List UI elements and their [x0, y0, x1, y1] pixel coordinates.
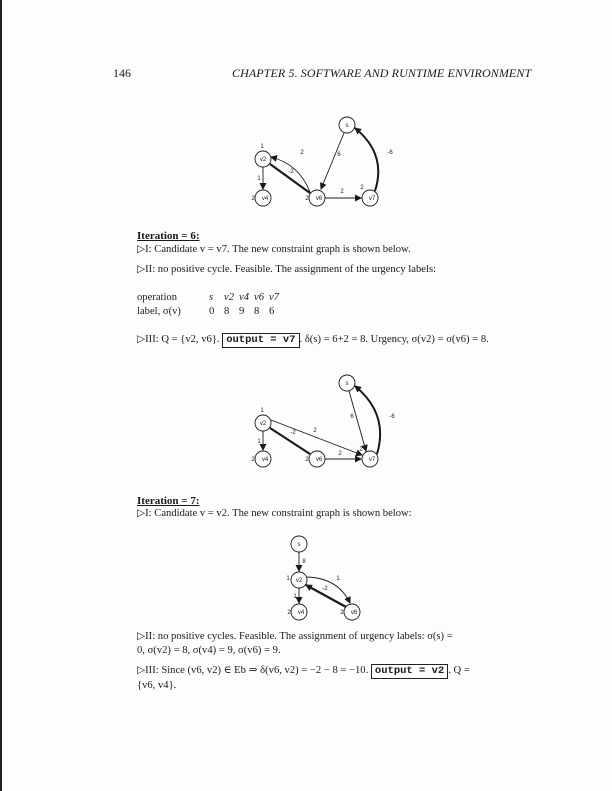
- table-row: [137, 291, 284, 305]
- running-head: CHAPTER 5. SOFTWARE AND RUNTIME ENVIRONMENT: [232, 66, 532, 80]
- node-s-label: s: [345, 381, 349, 387]
- table-cell: 9: [239, 306, 245, 317]
- node-v2-label: v2: [259, 421, 267, 427]
- edge-label: 2: [359, 447, 363, 453]
- edge-s-v7: [349, 391, 366, 451]
- edge-label: -2: [288, 169, 294, 175]
- step3-prefix: ▷III: Q = {v2, v6}.: [137, 334, 220, 345]
- table-cell: v6: [254, 292, 264, 303]
- edge-label: 2: [305, 196, 309, 202]
- table-cell: v4: [239, 292, 249, 303]
- node-v2-label: v2: [259, 157, 267, 163]
- step3-prefix: ▷III: Since (v6, v2) ∈ Eb ⇒ δ(v6, v2) = −2 − 8 = −10.: [137, 665, 369, 676]
- edge-label: 1: [286, 576, 290, 582]
- edge-label: 2: [338, 451, 342, 457]
- node-v7-label: v7: [368, 457, 376, 463]
- table-cell: 8: [254, 306, 260, 317]
- edge-label: 2: [313, 428, 317, 434]
- edge-label: 1: [257, 439, 261, 445]
- table-cell: 0: [209, 306, 215, 317]
- edge-s-v6: [321, 133, 344, 189]
- table-cell: 8: [224, 306, 230, 317]
- iteration-6-step2: ▷II: no positive cycle. Feasible. The assignment of the urgency labels:: [137, 264, 437, 275]
- node-v6-label: v6: [350, 610, 358, 616]
- edge-label: 1: [260, 408, 264, 414]
- iteration-6-step1: ▷I: Candidate v = v7. The new constraint graph is shown below.: [137, 244, 411, 255]
- edge-label: 2: [360, 185, 364, 191]
- edge-label: 2: [300, 150, 304, 156]
- step3-suffix: . δ(s) = 6+2 = 8. Urgency, σ(v2) = σ(v6) = 8.: [299, 334, 489, 345]
- edge-label: 1: [260, 144, 264, 150]
- edge-label: 8: [302, 559, 306, 565]
- edge-label: -6: [387, 150, 393, 156]
- node-v2-label: v2: [295, 578, 303, 584]
- edge-label: 2: [251, 457, 255, 463]
- table-cell: v2: [224, 292, 234, 303]
- iteration-6-heading: Iteration = 6:: [137, 230, 200, 242]
- edge-v7-s: [355, 128, 378, 191]
- table-cell: s: [209, 292, 214, 303]
- edge-label: 2: [251, 196, 255, 202]
- edge-label: -2: [290, 430, 296, 436]
- node-v6-label: v6: [315, 196, 323, 202]
- table-cell: 6: [269, 306, 275, 317]
- output-box: output = v7: [222, 333, 299, 348]
- output-box: output = v2: [371, 664, 448, 679]
- node-v4-label: v4: [261, 457, 269, 463]
- edge-label: 2: [340, 189, 344, 195]
- iteration-7-step2-line1: ▷II: no positive cycles. Feasible. The assignment of urgency labels: σ(s) =: [137, 631, 453, 642]
- table-cell: label, σ(v): [137, 306, 181, 317]
- constraint-graph-2: [244, 372, 404, 472]
- table-cell: v7: [269, 292, 279, 303]
- edge-label: 6: [350, 414, 354, 420]
- edge-label: 2: [340, 610, 344, 616]
- iteration-7-heading: Iteration = 7:: [137, 495, 200, 507]
- iteration-7-step3: [137, 664, 470, 679]
- urgency-label-table: [137, 291, 284, 319]
- iteration-6-step3: [137, 333, 489, 348]
- constraint-graph-3: [280, 533, 380, 623]
- edge-label: -6: [389, 414, 395, 420]
- edge-label: -2: [322, 586, 328, 592]
- node-v7-label: v7: [368, 196, 376, 202]
- edge-label: 1: [293, 594, 297, 600]
- edge-label: 1: [336, 576, 340, 582]
- node-v4-label: v4: [261, 196, 269, 202]
- node-v6-label: v6: [315, 457, 323, 463]
- table-row: [137, 305, 284, 319]
- edge-label: 2: [305, 457, 309, 463]
- node-s-label: s: [345, 123, 349, 129]
- step3-suffix: . Q =: [448, 665, 470, 676]
- edge-v7-s: [355, 386, 380, 454]
- edge-label: 6: [337, 152, 341, 158]
- table-cell: operation: [137, 292, 178, 303]
- iteration-7-step1: ▷I: Candidate v = v2. The new constraint graph is shown below:: [137, 508, 412, 519]
- iteration-7-step3-line2: {v6, v4}.: [137, 680, 177, 691]
- iteration-7-step2-line2: 0, σ(v2) = 8, σ(v4) = 9, σ(v6) = 9.: [137, 645, 281, 656]
- constraint-graph-1: [244, 114, 404, 214]
- node-s-label: s: [297, 542, 301, 548]
- edge-label: 1: [257, 176, 261, 182]
- edge-label: 2: [287, 610, 291, 616]
- node-v4-label: v4: [297, 610, 305, 616]
- page-edge-rule: [0, 0, 2, 791]
- page-number: 146: [113, 66, 131, 80]
